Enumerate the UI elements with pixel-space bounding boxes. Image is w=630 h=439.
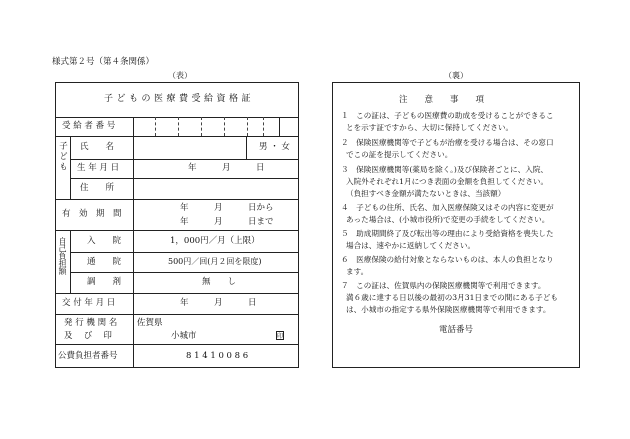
- note-line: １ この証は、子どもの医療費の助成を受けることができるこ: [341, 111, 554, 120]
- col-divider: [133, 117, 134, 344]
- dispensing-value: 無 し: [202, 277, 237, 287]
- col-divider: [70, 230, 71, 293]
- recipient-number-label: 受 給 者 番 号: [62, 121, 116, 131]
- public-payer-label: 公費負担者番号: [58, 351, 118, 361]
- row-divider: [55, 293, 299, 294]
- official-seal: 印: [277, 333, 284, 340]
- row-divider: [70, 159, 299, 160]
- col-divider: [279, 117, 280, 136]
- validity-to: 年 月 日まで: [180, 217, 274, 227]
- row-divider: [55, 344, 299, 345]
- row-divider: [55, 199, 299, 200]
- digit-cell-divider: [201, 117, 202, 136]
- issuer-label-line2: 及 び 印: [64, 331, 112, 341]
- row-divider: [70, 252, 299, 253]
- issuer-city: 小城市: [171, 331, 197, 341]
- note-line: 満６歳に達する日以後の最初の3月31日までの間にある子ども: [346, 293, 558, 302]
- outpatient-label: 通 院: [87, 257, 122, 267]
- digit-cell-divider: [224, 117, 225, 136]
- note-line: あった場合は、(小城市役所)で変更の手続をしてください。: [346, 215, 550, 224]
- note-line: ２ 保険医療機関等で子どもが治療を受ける場合は、その窓口: [341, 138, 554, 147]
- issuer-prefecture: 佐賀県: [137, 318, 163, 328]
- row-divider: [70, 178, 299, 179]
- row-divider: [55, 136, 299, 137]
- note-line: は、小城市の指定する県外保険医療機関等で利用できます。: [346, 305, 551, 314]
- note-line: ６ 医療保険の給付対象とならないものは、本人の負担となり: [341, 255, 554, 264]
- note-line: ５ 助成期間終了及び転出等の理由により受給資格を喪失した: [341, 229, 554, 238]
- validity-label: 有 効 期 間: [62, 209, 122, 219]
- issue-date-label: 交 付 年 月 日: [62, 298, 116, 308]
- row-divider: [55, 314, 299, 315]
- col-divider: [246, 136, 247, 159]
- digit-cell-divider: [247, 117, 248, 136]
- row-divider: [55, 230, 299, 231]
- outpatient-value: 500円／回(月２回を限度): [168, 257, 262, 266]
- birthdate-value: 年 月 日: [188, 163, 265, 173]
- note-line: ます。: [346, 267, 369, 276]
- digit-cell-divider: [263, 117, 264, 136]
- note-line: ４ 子どもの住所、氏名、加入医療保険又はその内容に変更が: [341, 203, 554, 212]
- copay-label: 自己負担額: [58, 237, 67, 275]
- address-label: 住 所: [80, 183, 115, 193]
- col-divider: [133, 344, 134, 368]
- dispensing-label: 調 剤: [87, 277, 122, 287]
- inpatient-value: 1，000円／月（上限）: [170, 236, 260, 246]
- back-side-label: （裏）: [444, 71, 468, 80]
- name-label: 氏 名: [80, 142, 115, 152]
- front-side-label: （表）: [168, 71, 192, 80]
- inpatient-label: 入 院: [87, 236, 122, 246]
- form-number-label: 様式第２号（第４条関係）: [52, 57, 155, 67]
- card-title: 子どもの医療費受給資格証: [104, 94, 255, 104]
- note-line: 場合は、速やかに返納してください。: [346, 241, 476, 250]
- child-label: 子ども: [57, 141, 68, 173]
- note-line: （負担すべき金額が満たないときは、当該額）: [346, 189, 506, 198]
- digit-cell-divider: [178, 117, 179, 136]
- note-line: 入院外それぞれ1月につき表面の金額を負担してください。: [346, 177, 549, 186]
- birthdate-label: 生 年 月 日: [77, 163, 120, 173]
- issue-date-value: 年 月 日: [180, 298, 257, 308]
- note-line: ７ この証は、佐賀県内の保険医療機関等で利用できます。: [341, 281, 546, 290]
- note-line: ３ 保険医療機関等(薬局を除く。)及び保険者ごとに、入院、: [341, 165, 549, 174]
- gender-field: 男 ・ 女: [259, 142, 290, 152]
- public-payer-value: 8 1 4 1 0 0 8 6: [186, 351, 249, 361]
- col-divider: [70, 136, 71, 199]
- row-divider: [70, 272, 299, 273]
- validity-from: 年 月 日から: [180, 203, 274, 213]
- note-line: とを示す証ですから、大切に保持してください。: [346, 123, 514, 132]
- notes-title: 注 意 事 項: [399, 95, 485, 105]
- note-line: でこの証を提示してください。: [346, 150, 453, 159]
- phone-label: 電話番号: [439, 325, 474, 335]
- issuer-label-line1: 発 行 機 関 名: [64, 318, 118, 328]
- digit-cell-divider: [155, 117, 156, 136]
